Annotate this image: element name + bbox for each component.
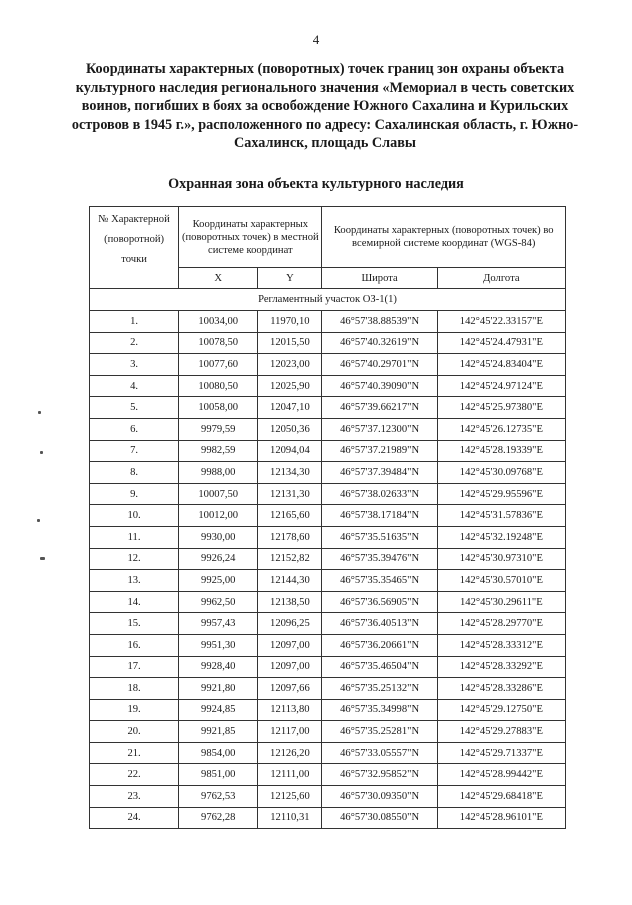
cell-longitude: 142°45'32.19248"E (437, 526, 565, 548)
cell-latitude: 46°57'36.56905"N (322, 591, 437, 613)
scan-mark (40, 557, 45, 560)
cell-x: 10058,00 (179, 397, 258, 419)
cell-x: 9762,53 (179, 786, 258, 808)
cell-y: 12126,20 (258, 742, 322, 764)
table-row (90, 742, 566, 764)
table-row (90, 678, 566, 700)
cell-longitude: 142°45'30.29611"E (437, 591, 565, 613)
cell-latitude: 46°57'38.17184"N (322, 505, 437, 527)
cell-y: 12178,60 (258, 526, 322, 548)
table-row (90, 311, 566, 333)
cell-latitude: 46°57'33.05557"N (322, 742, 437, 764)
cell-longitude: 142°45'28.29770"E (437, 613, 565, 635)
table-row (90, 375, 566, 397)
cell-y: 12125,60 (258, 786, 322, 808)
cell-longitude: 142°45'28.96101"E (437, 807, 565, 829)
cell-longitude: 142°45'30.97310"E (437, 548, 565, 570)
cell-y: 12152,82 (258, 548, 322, 570)
table-row (90, 591, 566, 613)
cell-y: 12097,66 (258, 678, 322, 700)
cell-y: 12094,04 (258, 440, 322, 462)
cell-x: 9930,00 (179, 526, 258, 548)
table-row (90, 764, 566, 786)
header-y: Y (258, 268, 322, 289)
cell-longitude: 142°45'29.12750"E (437, 699, 565, 721)
scan-mark (40, 451, 43, 454)
cell-point-number: 8. (90, 462, 179, 484)
cell-longitude: 142°45'28.33312"E (437, 634, 565, 656)
cell-point-number: 1. (90, 311, 179, 333)
cell-point-number: 22. (90, 764, 179, 786)
cell-latitude: 46°57'32.95852"N (322, 764, 437, 786)
cell-x: 9921,85 (179, 721, 258, 743)
table-row (90, 613, 566, 635)
cell-point-number: 3. (90, 354, 179, 376)
page-number: 4 (312, 32, 320, 47)
table-body (90, 311, 566, 829)
cell-point-number: 10. (90, 505, 179, 527)
cell-point-number: 20. (90, 721, 179, 743)
table-row (90, 548, 566, 570)
cell-x: 9921,80 (179, 678, 258, 700)
cell-point-number: 14. (90, 591, 179, 613)
cell-x: 9925,00 (179, 570, 258, 592)
cell-latitude: 46°57'30.08550"N (322, 807, 437, 829)
cell-y: 12131,30 (258, 483, 322, 505)
cell-longitude: 142°45'29.71337"E (437, 742, 565, 764)
cell-y: 12138,50 (258, 591, 322, 613)
cell-latitude: 46°57'35.46504"N (322, 656, 437, 678)
table-row (90, 354, 566, 376)
cell-latitude: 46°57'35.25132"N (322, 678, 437, 700)
cell-latitude: 46°57'35.34998"N (322, 699, 437, 721)
cell-point-number: 6. (90, 418, 179, 440)
cell-x: 10078,50 (179, 332, 258, 354)
cell-latitude: 46°57'35.35465"N (322, 570, 437, 592)
table-row (90, 656, 566, 678)
cell-y: 12015,50 (258, 332, 322, 354)
cell-x: 9979,59 (179, 418, 258, 440)
table-row (90, 721, 566, 743)
cell-latitude: 46°57'35.51635"N (322, 526, 437, 548)
section-title: Охранная зона объекта культурного наследия (168, 176, 464, 192)
cell-point-number: 12. (90, 548, 179, 570)
table-row (90, 570, 566, 592)
cell-longitude: 142°45'29.27883"E (437, 721, 565, 743)
cell-latitude: 46°57'37.21989"N (322, 440, 437, 462)
cell-y: 12047,10 (258, 397, 322, 419)
table-row (90, 634, 566, 656)
cell-point-number: 23. (90, 786, 179, 808)
cell-point-number: 5. (90, 397, 179, 419)
cell-point-number: 17. (90, 656, 179, 678)
header-local-coordinates: Координаты характерных (поворотных точек) в местной системе координат (179, 207, 322, 268)
cell-point-number: 13. (90, 570, 179, 592)
cell-point-number: 9. (90, 483, 179, 505)
table-row (90, 483, 566, 505)
cell-point-number: 19. (90, 699, 179, 721)
document-title: Координаты характерных (поворотных) точек границ зон охраны объекта культурного наследия регионального значения «Мемориал в честь советских воинов, погибших в боях за освобождение Южного Сахалина и Курильских островов в 1945 г.», расположенного по адресу: Сахалинская область, г. Южно-Сахалинск, площадь Славы (71, 61, 579, 152)
cell-latitude: 46°57'36.40513"N (322, 613, 437, 635)
cell-longitude: 142°45'30.57010"E (437, 570, 565, 592)
cell-y: 12110,31 (258, 807, 322, 829)
cell-latitude: 46°57'38.02633"N (322, 483, 437, 505)
cell-x: 9962,50 (179, 591, 258, 613)
cell-latitude: 46°57'40.29701"N (322, 354, 437, 376)
cell-y: 12144,30 (258, 570, 322, 592)
header-x: X (179, 268, 258, 289)
cell-x: 9926,24 (179, 548, 258, 570)
table-row (90, 440, 566, 462)
cell-x: 10007,50 (179, 483, 258, 505)
cell-x: 9851,00 (179, 764, 258, 786)
scan-mark (37, 519, 40, 522)
cell-longitude: 142°45'24.97124"E (437, 375, 565, 397)
cell-latitude: 46°57'30.09350"N (322, 786, 437, 808)
cell-longitude: 142°45'26.12735"E (437, 418, 565, 440)
cell-point-number: 18. (90, 678, 179, 700)
cell-latitude: 46°57'35.25281"N (322, 721, 437, 743)
cell-x: 10077,60 (179, 354, 258, 376)
cell-latitude: 46°57'35.39476"N (322, 548, 437, 570)
cell-latitude: 46°57'39.66217"N (322, 397, 437, 419)
scan-mark (38, 411, 41, 414)
cell-point-number: 4. (90, 375, 179, 397)
cell-x: 10080,50 (179, 375, 258, 397)
cell-y: 12096,25 (258, 613, 322, 635)
table-row (90, 332, 566, 354)
cell-latitude: 46°57'40.32619"N (322, 332, 437, 354)
cell-longitude: 142°45'29.68418"E (437, 786, 565, 808)
table-row (90, 397, 566, 419)
cell-y: 12117,00 (258, 721, 322, 743)
cell-point-number: 16. (90, 634, 179, 656)
cell-x: 9762,28 (179, 807, 258, 829)
cell-y: 12023,00 (258, 354, 322, 376)
table-row (90, 526, 566, 548)
cell-longitude: 142°45'24.47931"E (437, 332, 565, 354)
table-row (90, 462, 566, 484)
cell-y: 11970,10 (258, 311, 322, 333)
table-row (90, 505, 566, 527)
cell-point-number: 24. (90, 807, 179, 829)
cell-point-number: 11. (90, 526, 179, 548)
cell-x: 9957,43 (179, 613, 258, 635)
cell-point-number: 7. (90, 440, 179, 462)
cell-latitude: 46°57'38.88539"N (322, 311, 437, 333)
cell-y: 12113,80 (258, 699, 322, 721)
cell-point-number: 2. (90, 332, 179, 354)
cell-longitude: 142°45'28.19339"E (437, 440, 565, 462)
table-row (90, 786, 566, 808)
cell-y: 12165,60 (258, 505, 322, 527)
cell-x: 9924,85 (179, 699, 258, 721)
cell-longitude: 142°45'28.33286"E (437, 678, 565, 700)
cell-longitude: 142°45'25.97380"E (437, 397, 565, 419)
cell-x: 9951,30 (179, 634, 258, 656)
cell-longitude: 142°45'28.33292"E (437, 656, 565, 678)
coordinates-table (89, 206, 566, 829)
cell-x: 10012,00 (179, 505, 258, 527)
cell-latitude: 46°57'37.39484"N (322, 462, 437, 484)
cell-point-number: 21. (90, 742, 179, 764)
cell-y: 12097,00 (258, 656, 322, 678)
header-wgs84-coordinates: Координаты характерных (поворотных точек) во всемирной системе координат (WGS-84) (322, 207, 566, 268)
cell-y: 12097,00 (258, 634, 322, 656)
table-row (90, 418, 566, 440)
cell-y: 12111,00 (258, 764, 322, 786)
cell-longitude: 142°45'31.57836"E (437, 505, 565, 527)
cell-point-number: 15. (90, 613, 179, 635)
cell-x: 10034,00 (179, 311, 258, 333)
cell-latitude: 46°57'40.39090"N (322, 375, 437, 397)
cell-y: 12025,90 (258, 375, 322, 397)
header-point-number: № Характерной (поворотной) точки (90, 207, 179, 289)
table-row (90, 807, 566, 829)
cell-latitude: 46°57'37.12300"N (322, 418, 437, 440)
cell-x: 9854,00 (179, 742, 258, 764)
table-row (90, 699, 566, 721)
header-latitude: Широта (322, 268, 437, 289)
cell-longitude: 142°45'24.83404"E (437, 354, 565, 376)
cell-latitude: 46°57'36.20661"N (322, 634, 437, 656)
cell-longitude: 142°45'30.09768"E (437, 462, 565, 484)
cell-y: 12050,36 (258, 418, 322, 440)
cell-longitude: 142°45'28.99442"E (437, 764, 565, 786)
header-longitude: Долгота (437, 268, 565, 289)
cell-x: 9988,00 (179, 462, 258, 484)
cell-x: 9928,40 (179, 656, 258, 678)
cell-y: 12134,30 (258, 462, 322, 484)
cell-x: 9982,59 (179, 440, 258, 462)
cell-longitude: 142°45'29.95596"E (437, 483, 565, 505)
zone-label: Регламентный участок ОЗ-1(1) (90, 289, 566, 311)
cell-longitude: 142°45'22.33157"E (437, 311, 565, 333)
